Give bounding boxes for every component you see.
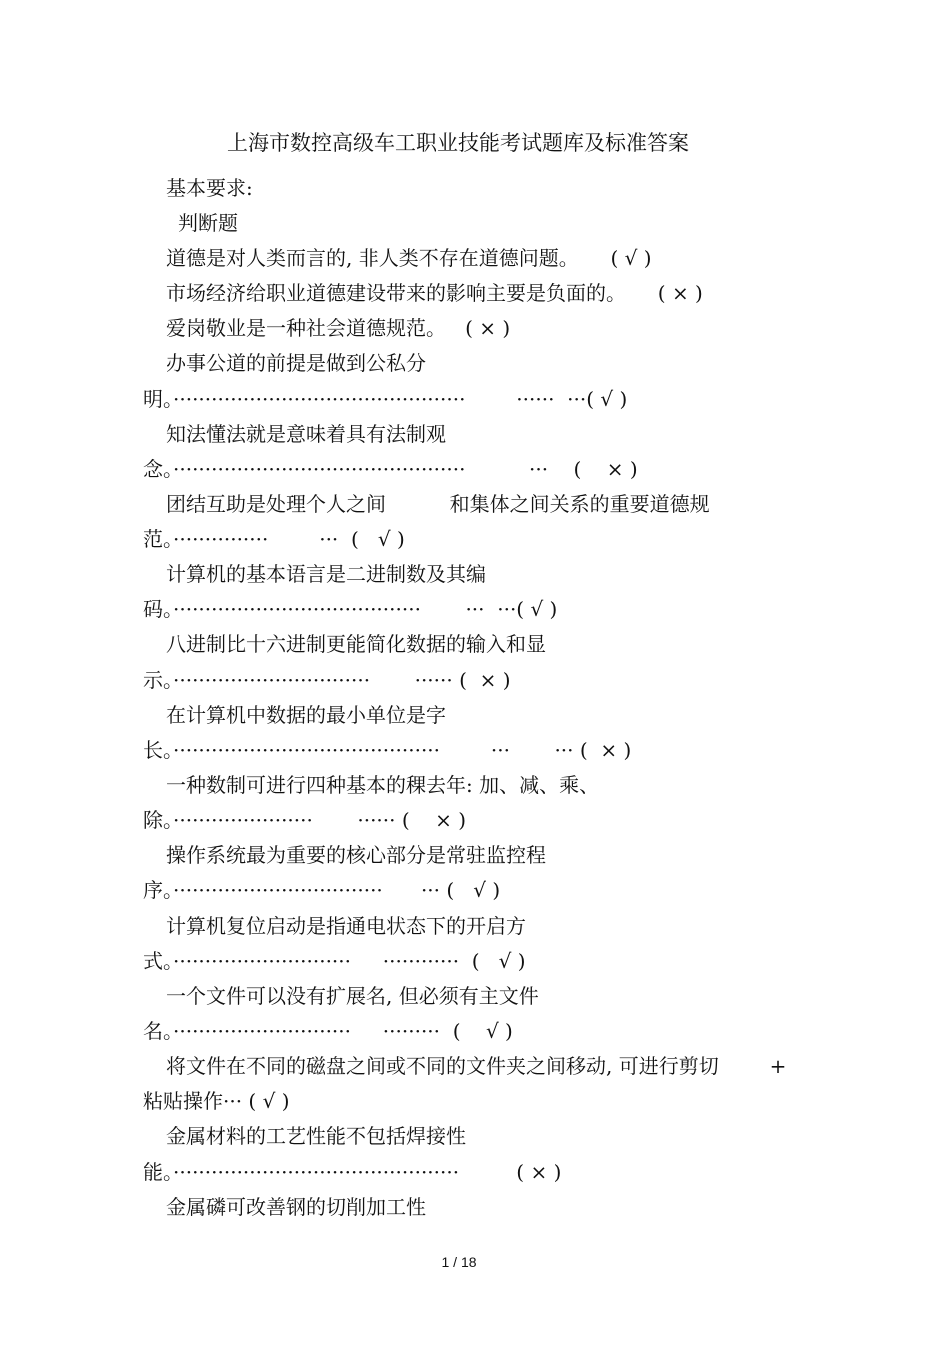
text-line: 将文件在不同的磁盘之间或不同的文件夹之间移动, 可进行剪切 + bbox=[166, 1054, 787, 1078]
text-line: 名。···························· ········· ( √ ) bbox=[143, 1019, 513, 1043]
subsection-heading: 判断题 bbox=[178, 211, 238, 235]
text-line: 序。································· ··· ( √ ) bbox=[143, 878, 501, 902]
text-line: 办事公道的前提是做到公私分 bbox=[166, 351, 426, 375]
text-line: 爱岗敬业是一种社会道德规范。 ( × ) bbox=[166, 316, 511, 340]
document-title: 上海市数控高级车工职业技能考试题库及标准答案 bbox=[227, 131, 689, 155]
text-line: 市场经济给职业道德建设带来的影响主要是负面的。 ( × ) bbox=[166, 281, 703, 305]
text-line: 范。··············· ··· ( √ ) bbox=[143, 527, 405, 551]
text-line: 示。······························· ······ ( × ) bbox=[143, 668, 511, 692]
text-line: 长。·········································· ··· ··· ( × ) bbox=[143, 738, 632, 762]
text-line: 明。·············································· ······ ···( √ ) bbox=[143, 387, 628, 411]
section-heading: 基本要求: bbox=[166, 176, 253, 200]
text-line: 念。·············································· ··· ( × ) bbox=[143, 457, 638, 481]
text-line: 在计算机中数据的最小单位是字 bbox=[166, 703, 446, 727]
text-line: 知法懂法就是意味着具有法制观 bbox=[166, 422, 446, 446]
text-line: 金属磷可改善钢的切削加工性 bbox=[166, 1195, 426, 1219]
text-line: 计算机复位启动是指通电状态下的开启方 bbox=[166, 914, 526, 938]
text-line: 一个文件可以没有扩展名, 但必须有主文件 bbox=[166, 984, 539, 1008]
text-line: 式。···························· ············ ( √ ) bbox=[143, 949, 526, 973]
text-line: 八进制比十六进制更能简化数据的输入和显 bbox=[166, 632, 546, 656]
text-line: 金属材料的工艺性能不包括焊接性 bbox=[166, 1124, 466, 1148]
text-line: 操作系统最为重要的核心部分是常驻监控程 bbox=[166, 843, 546, 867]
text-line: 一种数制可进行四种基本的稞去年: 加、减、乘、 bbox=[166, 773, 600, 797]
text-line: 计算机的基本语言是二进制数及其编 bbox=[166, 562, 486, 586]
text-line: 能。············································· ( × ) bbox=[143, 1160, 562, 1184]
text-line: 码。······································· ··· ···( √ ) bbox=[143, 597, 558, 621]
text-line: 粘贴操作··· ( √ ) bbox=[143, 1089, 290, 1113]
text-line: 除。······················ ······ ( × ) bbox=[143, 808, 467, 832]
page-number: 1 / 18 bbox=[441, 1254, 477, 1270]
text-line: 团结互助是处理个人之间 和集体之间关系的重要道德规 bbox=[166, 492, 710, 516]
text-line: 道德是对人类而言的, 非人类不存在道德问题。 ( √ ) bbox=[166, 246, 652, 270]
